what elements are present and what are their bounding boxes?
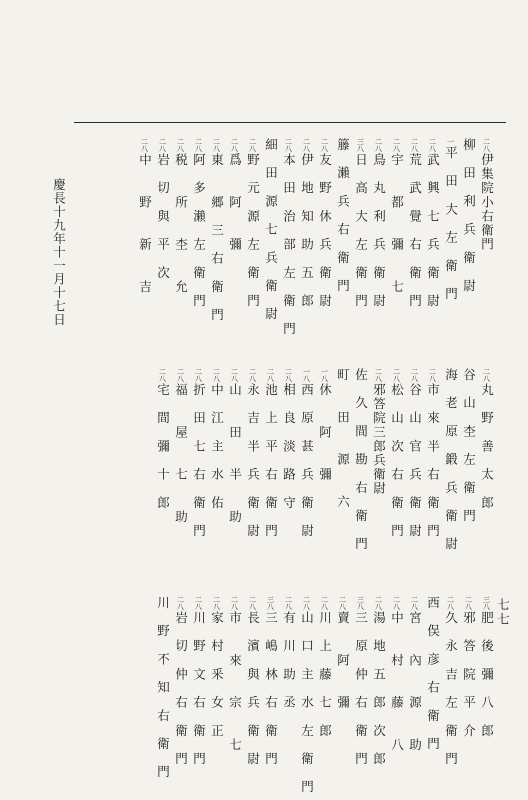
name-entry <box>210 596 223 738</box>
entry-marker: 二八 <box>428 138 437 152</box>
entry-name: 町 田 源 六 <box>335 368 351 509</box>
name-entry <box>264 596 277 766</box>
entry-marker: 二八 <box>194 368 203 382</box>
name-entry <box>300 596 313 794</box>
entry-name: 休 阿 彌 <box>317 383 333 482</box>
entry-marker: 二八 <box>410 596 419 610</box>
name-entry <box>246 596 259 766</box>
entry-name: 折 田 七 右 衛 門 <box>191 383 207 539</box>
name-entry <box>408 596 421 752</box>
entry-name: 宇 都 彌 七 <box>389 153 405 294</box>
entry-name: 中 江 主 水 佑 <box>209 383 225 510</box>
name-entry <box>156 596 169 779</box>
name-entry <box>480 138 493 252</box>
entry-name: 荒 武 覺 右 衛 門 <box>407 153 423 309</box>
header-rule <box>74 122 506 123</box>
name-entry <box>462 138 475 293</box>
entry-marker: 二八 <box>248 596 257 610</box>
entry-marker: 二八 <box>212 368 221 382</box>
entry-marker: 二八 <box>428 368 437 382</box>
name-entry <box>156 138 169 280</box>
name-entry <box>372 138 385 308</box>
entry-marker: 二八 <box>284 368 293 382</box>
name-entry <box>408 138 421 308</box>
entry-marker: 二八 <box>176 596 185 610</box>
entry-name: 鳥 丸 利 兵 衛 尉 <box>371 153 387 309</box>
entry-name: 谷 山 杢 左 衛 門 <box>461 368 477 524</box>
entry-name: 岩 切 與 平 次 <box>155 153 171 280</box>
entry-name: 中 野 新 吉 <box>137 153 153 294</box>
name-entry <box>264 368 277 538</box>
name-entry <box>336 596 349 710</box>
name-entry <box>246 138 259 308</box>
name-entry <box>174 138 187 294</box>
name-entry <box>228 138 241 252</box>
name-entry <box>336 138 349 293</box>
entry-marker: 二八 <box>482 138 491 152</box>
entry-name: 柳 田 利 兵 衛 尉 <box>461 138 477 294</box>
entry-name: 阿 多 瀨 左 衛 門 <box>191 153 207 309</box>
entry-name: 永 吉 半 兵 衛 尉 <box>245 383 261 539</box>
entry-name: 西 俣 彦 右 衛 門 <box>425 596 441 752</box>
entry-name: 日 高 大 左 衛 門 <box>353 153 369 309</box>
entry-name: 岩 切 仲 右 衛 門 <box>173 611 189 767</box>
entry-name: 市 來 宗 七 <box>227 611 243 752</box>
name-entry <box>228 368 241 524</box>
name-entry <box>444 596 457 766</box>
entry-marker: 二八 <box>230 596 239 610</box>
name-entry <box>318 368 331 482</box>
entry-name: 平 田 大 左 衛 門 <box>443 146 459 302</box>
name-entry <box>156 368 169 510</box>
name-entry <box>264 138 277 321</box>
entry-name: 爲 阿 彌 <box>227 153 243 252</box>
entry-marker: 二八 <box>176 368 185 382</box>
entry-name: 市 來 半 右 衛 門 <box>425 383 441 539</box>
entry-marker: 二八 <box>212 138 221 152</box>
name-entry <box>282 368 295 510</box>
name-entry <box>318 596 331 738</box>
entry-name: 佐 久 間 勘 右 衛 門 <box>353 368 369 552</box>
entry-marker: 二八 <box>374 138 383 152</box>
name-entry <box>444 368 457 551</box>
name-entry <box>390 138 403 294</box>
name-entry <box>426 596 439 751</box>
entry-marker: 一八 <box>302 368 311 382</box>
entry-marker: 二八 <box>284 596 293 610</box>
entry-marker: 二八 <box>392 368 401 382</box>
entry-name: 久 永 吉 左 衛 門 <box>443 611 459 767</box>
name-entry <box>426 368 439 538</box>
entry-name: 肥 後 彌 八 郎 <box>479 611 495 738</box>
entry-marker: 二八 <box>338 596 347 610</box>
entry-marker: 二八 <box>248 368 257 382</box>
entry-name: 税 所 杢 允 <box>173 153 189 294</box>
entry-marker: 二八 <box>230 138 239 152</box>
entry-name: 武 興 七 兵 衛 尉 <box>425 153 441 309</box>
entry-marker: 二八 <box>212 596 221 610</box>
entry-marker: 二八 <box>248 138 257 152</box>
entry-name: 三 原 仲 右 衛 門 <box>353 611 369 767</box>
entry-marker: 二八 <box>410 368 419 382</box>
name-entry <box>246 368 259 538</box>
entry-name: 谷 山 官 兵 衛 尉 <box>407 383 423 539</box>
entry-marker: 二八 <box>446 596 455 610</box>
name-entry <box>192 596 205 766</box>
name-entry <box>480 596 493 738</box>
entry-marker: 二八 <box>482 368 491 382</box>
entry-marker: 二八 <box>320 596 329 610</box>
name-entry <box>192 368 205 538</box>
entry-name: 細 田 源 七 兵 衛 尉 <box>263 138 279 322</box>
name-entry <box>300 368 313 538</box>
entry-name: 家 村 釆 女 正 <box>209 611 225 738</box>
entry-name: 東 郷 三 右 衛 門 <box>209 153 225 323</box>
entry-marker: 二八 <box>176 138 185 152</box>
entry-name: 伊集院小右衛門 <box>479 153 495 252</box>
name-entry <box>390 596 403 752</box>
entry-marker: 三八 <box>356 138 365 152</box>
entry-name: 邪 答 院 平 介 <box>461 611 477 738</box>
name-entry <box>444 138 457 301</box>
name-entry <box>336 368 349 509</box>
entry-name: 伊 地 知 助 五 郎 <box>299 153 315 309</box>
entry-marker: 二八 <box>392 138 401 152</box>
entry-name: 長 濱 與 兵 衛 尉 <box>245 611 261 767</box>
entry-name: 山 田 半 助 <box>227 383 243 524</box>
entry-marker: 二八 <box>464 596 473 610</box>
entry-name: 川 上 藤 七 郎 <box>317 611 333 738</box>
entry-marker: 二八 <box>302 596 311 610</box>
name-entry <box>480 368 493 510</box>
entry-name: 福 屋 七 助 <box>173 383 189 524</box>
entry-name: 中 村 藤 八 <box>389 611 405 752</box>
name-entry <box>372 368 385 496</box>
name-entry <box>210 368 223 510</box>
entry-name: 三 嶋 林 右 衛 門 <box>263 611 279 767</box>
entry-name: 川 野 不 知 右 衛 門 <box>155 596 171 780</box>
entry-name: 友 野 休 兵 衛 尉 <box>317 153 333 309</box>
page-number: 七七 <box>495 598 511 627</box>
entry-marker: 二八 <box>158 138 167 152</box>
name-entry <box>372 596 385 766</box>
entry-marker: 二八 <box>410 138 419 152</box>
name-entry <box>174 596 187 766</box>
name-entry <box>228 596 241 752</box>
entry-marker: 二八 <box>194 138 203 152</box>
entry-name: 丸 野 善 太 郎 <box>479 383 495 510</box>
name-entry <box>408 368 421 538</box>
name-entry <box>462 596 475 738</box>
name-entry <box>192 138 205 308</box>
name-entry <box>462 368 475 523</box>
entry-marker: 一 <box>446 138 455 145</box>
entry-name: 宮 內 源 助 <box>407 611 423 752</box>
entry-name: 川 野 文 右 衛 門 <box>191 611 207 767</box>
entry-marker: 一八 <box>320 368 329 382</box>
name-entry <box>354 138 367 308</box>
entry-marker: 三八 <box>482 596 491 610</box>
entry-marker: 二八 <box>140 138 149 152</box>
entry-marker: 三八 <box>356 596 365 610</box>
name-entry <box>282 596 295 710</box>
entry-name: 松 山 次 右 衛 門 <box>389 383 405 539</box>
entry-name: 邪答院三郎兵衛尉 <box>371 383 387 496</box>
name-entry <box>390 368 403 538</box>
entry-marker: 二八 <box>374 596 383 610</box>
entry-name: 海 老 原 鍛 兵 衛 尉 <box>443 368 459 552</box>
name-entry <box>354 596 367 766</box>
entry-marker: 二八 <box>230 368 239 382</box>
entry-marker: 二八 <box>158 368 167 382</box>
name-entry <box>318 138 331 308</box>
name-entry <box>282 138 295 336</box>
entry-marker: 三八 <box>266 596 275 610</box>
name-entry <box>138 138 151 294</box>
name-entry <box>210 138 223 322</box>
name-entry <box>300 138 313 308</box>
name-entry <box>426 138 439 308</box>
entry-marker: 二八 <box>266 368 275 382</box>
name-entry <box>354 368 367 551</box>
entry-name: 野 元 源 左 衛 門 <box>245 153 261 309</box>
name-entry <box>174 368 187 524</box>
entry-name: 山 口 主 水 左 衛 門 <box>299 611 315 795</box>
entry-name: 宅 間 彌 十 郎 <box>155 383 171 510</box>
entry-name: 本 田 治 部 左 衛 門 <box>281 153 297 337</box>
entry-name: 有 川 助 丞 <box>281 611 297 710</box>
running-head: 慶長十九年十一月十七日 <box>51 178 67 327</box>
entry-name: 籐 瀨 兵 右 衛 門 <box>335 138 351 294</box>
entry-marker: 二八 <box>320 138 329 152</box>
entry-name: 賣 阿 彌 <box>335 611 351 710</box>
entry-marker: 二八 <box>374 368 383 382</box>
entry-name: 相 良 淡 路 守 <box>281 383 297 510</box>
entry-marker: 二八 <box>302 138 311 152</box>
entry-marker: 二八 <box>392 596 401 610</box>
entry-name: 湯 地 五 郎 次 郎 <box>371 611 387 767</box>
entry-marker: 二八 <box>284 138 293 152</box>
entry-name: 西 原 甚 兵 衛 尉 <box>299 383 315 539</box>
entry-name: 池 上 平 右 衛 門 <box>263 383 279 539</box>
entry-marker: 二八 <box>194 596 203 610</box>
